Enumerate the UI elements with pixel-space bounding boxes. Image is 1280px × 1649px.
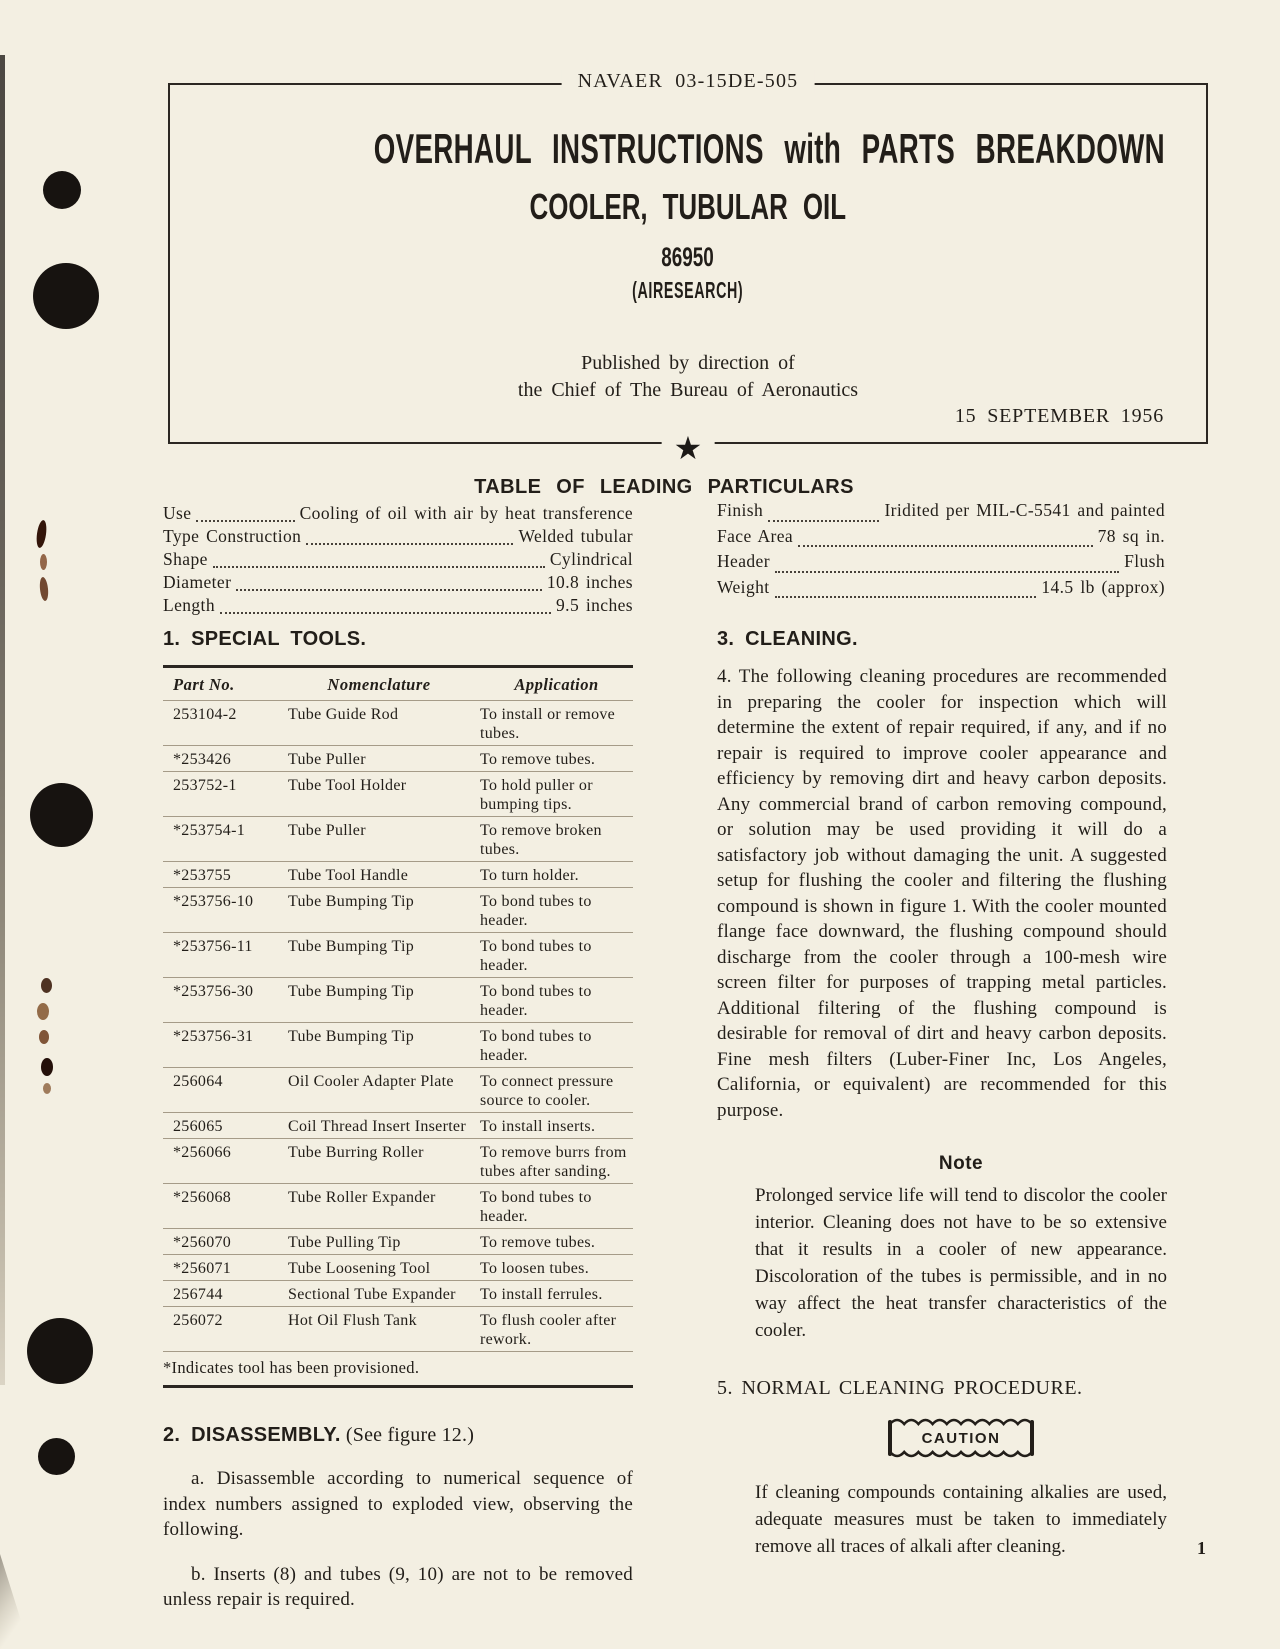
- cell-nomenclature: Tube Loosening Tool: [288, 1260, 431, 1277]
- particular-row: [717, 551, 1165, 577]
- column-header-part-no: Part No.: [173, 675, 235, 694]
- table-row: [163, 1113, 633, 1139]
- cell-part-no: *253756-30: [173, 983, 254, 1000]
- particulars-list-left: [163, 503, 633, 618]
- cell-nomenclature: Tube Guide Rod: [288, 706, 399, 723]
- ink-stain: [40, 554, 47, 570]
- cell-nomenclature: Coil Thread Insert Inserter: [288, 1118, 466, 1135]
- leader-dots: [768, 520, 879, 522]
- table-row: [163, 1184, 633, 1229]
- leader-dots: [775, 596, 1037, 598]
- leader-dots: [306, 543, 513, 545]
- leader-dots: [220, 612, 551, 614]
- cell-application: To bond tubes to header.: [480, 1028, 592, 1064]
- particular-value: Flush: [1124, 551, 1165, 571]
- binder-hole-mark: [43, 171, 81, 209]
- note-text: Prolonged service life will tend to discolor the cooler interior. Cleaning does not have to be so extensive that it results in a cooler of new appearance. Discoloration of the tubes is permissible, and in no way affect the heat transfer characteristics of the cooler.: [755, 1185, 1167, 1341]
- particular-value: Cooling of oil with air by heat transference: [299, 503, 633, 523]
- table-row: [163, 1068, 633, 1113]
- particular-value: 78 sq in.: [1097, 525, 1165, 546]
- section-heading-cleaning: 3. CLEANING.: [717, 628, 858, 650]
- cell-part-no: *256071: [173, 1260, 232, 1277]
- publication-date: 15 SEPTEMBER 1956: [954, 405, 1164, 427]
- binder-hole-mark: [33, 263, 99, 329]
- particular-label: Shape: [163, 549, 208, 569]
- table-row: [163, 1281, 633, 1307]
- caution-box: [885, 1415, 1037, 1461]
- cell-part-no: *253426: [173, 751, 232, 768]
- publisher-line: the Chief of The Bureau of Aeronautics: [517, 379, 859, 401]
- table-row: [163, 1139, 633, 1184]
- table-row: [163, 862, 633, 888]
- document-number: NAVAER 03-15DE-505: [562, 70, 815, 93]
- page-number: 1: [1197, 1538, 1206, 1558]
- cell-application: To remove broken tubes.: [480, 822, 602, 858]
- cell-nomenclature: Hot Oil Flush Tank: [288, 1312, 417, 1329]
- cell-part-no: 256744: [173, 1286, 223, 1303]
- particular-value: 14.5 lb (approx): [1041, 576, 1165, 597]
- cell-application: To remove tubes.: [480, 1234, 596, 1251]
- particular-label: Finish: [717, 500, 764, 520]
- leader-dots: [798, 545, 1093, 547]
- ink-stain: [35, 520, 48, 549]
- cell-part-no: 253104-2: [173, 706, 237, 723]
- cell-nomenclature: Tube Puller: [288, 751, 366, 768]
- table-row: [163, 1229, 633, 1255]
- particulars-title: TABLE OF LEADING PARTICULARS: [474, 476, 854, 498]
- publisher-statement: [170, 350, 1206, 404]
- cell-nomenclature: Tube Tool Handle: [288, 867, 409, 884]
- manufacturer: (AIRESEARCH): [632, 277, 744, 303]
- disassembly-para-a: a. Disassemble according to numerical sequence of index numbers assigned to exploded view, observing the following.: [163, 1468, 633, 1540]
- ink-stain: [41, 1058, 53, 1076]
- binder-hole-mark: [38, 1438, 75, 1475]
- caution-text: If cleaning compounds containing alkalies are used, adequate measures must be taken to immediately remove all traces of alkali after cleaning.: [755, 1482, 1167, 1557]
- cell-application: To bond tubes to header.: [480, 1189, 592, 1225]
- column-header-application: Application: [514, 675, 599, 694]
- ink-stain: [39, 577, 49, 602]
- leader-dots: [196, 520, 294, 522]
- caution-label: CAUTION: [921, 1429, 1001, 1447]
- cell-application: To install inserts.: [480, 1118, 596, 1135]
- cell-part-no: 256065: [173, 1118, 223, 1135]
- cell-part-no: *253756-10: [173, 893, 254, 910]
- document-title: OVERHAUL INSTRUCTIONS with PARTS BREAKDOWN: [373, 125, 1165, 172]
- table-footnote: *Indicates tool has been provisioned.: [163, 1358, 420, 1377]
- cell-application: To bond tubes to header.: [480, 983, 592, 1019]
- page-curl-shadow: [0, 1554, 30, 1649]
- binder-hole-mark: [30, 783, 93, 847]
- cell-application: To flush cooler after rework.: [480, 1312, 617, 1348]
- particular-row: [163, 549, 633, 572]
- caution-box-wrap: [755, 1415, 1167, 1466]
- section-heading-disassembly: 2. DISASSEMBLY. (See figure 12.): [163, 1424, 475, 1446]
- cell-application: To turn holder.: [480, 867, 579, 884]
- particular-row: [717, 500, 1165, 526]
- table-row: [163, 746, 633, 772]
- table-body: [163, 701, 633, 1352]
- cell-application: To install ferrules.: [480, 1286, 603, 1303]
- particular-label: Weight: [717, 576, 770, 597]
- table-row: [163, 1255, 633, 1281]
- particular-label: Use: [163, 503, 192, 523]
- particular-row: [163, 526, 633, 549]
- particular-label: Length: [163, 595, 215, 615]
- cell-application: To remove tubes.: [480, 751, 596, 768]
- publisher-line: Published by direction of: [581, 352, 795, 374]
- cell-part-no: *253754-1: [173, 822, 246, 839]
- table-row: [163, 1307, 633, 1352]
- special-tools-table: [163, 665, 633, 1388]
- ink-stain: [37, 1003, 49, 1020]
- cell-application: To loosen tubes.: [480, 1260, 590, 1277]
- leader-dots: [775, 571, 1119, 573]
- particular-row: [163, 503, 633, 526]
- note-heading: Note: [938, 1153, 984, 1174]
- table-row: [163, 772, 633, 817]
- binder-hole-mark: [27, 1318, 93, 1384]
- cell-nomenclature: Tube Bumping Tip: [288, 1028, 415, 1045]
- disassembly-para-b: b. Inserts (8) and tubes (9, 10) are not to be removed unless repair is required.: [163, 1563, 633, 1610]
- particulars-list-right: [717, 500, 1165, 602]
- table-row: [163, 888, 633, 933]
- document-subtitle: COOLER, TUBULAR OIL: [529, 186, 847, 227]
- cell-application: To bond tubes to header.: [480, 893, 592, 929]
- leader-dots: [236, 589, 542, 591]
- cell-part-no: 253752-1: [173, 777, 237, 794]
- table-row: [163, 933, 633, 978]
- ink-stain: [41, 978, 52, 993]
- particular-label: Type Construction: [163, 526, 302, 546]
- cell-nomenclature: Tube Bumping Tip: [288, 938, 415, 955]
- cell-part-no: *256068: [173, 1189, 232, 1206]
- part-number: 86950: [661, 242, 715, 272]
- cell-application: To install or remove tubes.: [480, 706, 616, 742]
- column-header-nomenclature: Nomenclature: [327, 675, 431, 694]
- cell-nomenclature: Tube Burring Roller: [288, 1144, 424, 1161]
- particular-row: [163, 572, 633, 595]
- ink-stain: [43, 1083, 51, 1094]
- particular-value: Welded tubular: [518, 526, 633, 546]
- cell-application: To remove burrs from tubes after sanding.: [480, 1144, 627, 1180]
- cell-nomenclature: Tube Roller Expander: [288, 1189, 436, 1206]
- particular-value: Iridited per MIL-C-5541 and painted: [884, 500, 1165, 520]
- particular-label: Face Area: [717, 525, 794, 546]
- table-row: [163, 1023, 633, 1068]
- cell-nomenclature: Tube Pulling Tip: [288, 1234, 401, 1251]
- section-heading-special-tools: 1. SPECIAL TOOLS.: [163, 628, 367, 650]
- cell-part-no: *253755: [173, 867, 232, 884]
- table-row: [163, 701, 633, 746]
- particular-label: Diameter: [163, 572, 232, 592]
- cell-part-no: *253756-11: [173, 938, 253, 955]
- particular-row: [163, 595, 633, 618]
- cell-nomenclature: Tube Bumping Tip: [288, 893, 415, 910]
- star-icon: ★: [662, 432, 715, 464]
- particular-row: [717, 577, 1165, 603]
- left-column: [163, 628, 633, 1613]
- cell-nomenclature: Oil Cooler Adapter Plate: [288, 1073, 454, 1090]
- particular-value: 10.8 inches: [546, 572, 633, 592]
- cell-nomenclature: Tube Tool Holder: [288, 777, 407, 794]
- cell-nomenclature: Tube Puller: [288, 822, 366, 839]
- scan-edge-shadow: [0, 55, 5, 1385]
- ink-stain: [39, 1030, 49, 1044]
- particular-row: [717, 526, 1165, 552]
- particular-value: Cylindrical: [549, 549, 633, 569]
- cell-part-no: *256066: [173, 1144, 232, 1161]
- cell-nomenclature: Tube Bumping Tip: [288, 983, 415, 1000]
- title-block-box: [168, 70, 1208, 466]
- cell-part-no: 256064: [173, 1073, 223, 1090]
- table-row: [163, 978, 633, 1023]
- particular-value: 9.5 inches: [556, 595, 633, 615]
- cell-nomenclature: Sectional Tube Expander: [288, 1286, 456, 1303]
- cell-application: To hold puller or bumping tips.: [480, 777, 593, 813]
- cell-part-no: *256070: [173, 1234, 232, 1251]
- right-column: [717, 628, 1167, 1560]
- leader-dots: [213, 566, 545, 568]
- table-row: [163, 817, 633, 862]
- particular-label: Header: [717, 551, 770, 571]
- cell-application: To connect pressure source to cooler.: [480, 1073, 614, 1109]
- table-header-row: [163, 668, 633, 701]
- cell-part-no: 256072: [173, 1312, 223, 1329]
- cell-application: To bond tubes to header.: [480, 938, 592, 974]
- section-heading-normal-cleaning: 5. NORMAL CLEANING PROCEDURE.: [717, 1377, 1083, 1399]
- cell-part-no: *253756-31: [173, 1028, 254, 1045]
- cleaning-paragraph: 4. The following cleaning procedures are recommended in preparing the cooler for inspection which will determine the extent of repair required, if any, and if no repair is required to improve cooler appearance and efficiency by removing dirt and heavy carbon deposits. Any commercial brand of carbon removing compound, or solution may be used providing it will do a satisfactory job without damaging the unit. A suggested setup for flushing the cooler and filtering the flushing compound is shown in figure 1. With the cooler mounted flange face downward, the flushing compound should discharge from the cooler through a 100-mesh wire screen filter for purposes of trapping metal particles. Additional filtering of the flushing compound is desirable for removal of dirt and heavy carbon deposits. Fine mesh filters (Luber-Finer Inc, Los Angeles, California, or equivalent) are recommended for this purpose.: [717, 666, 1167, 1121]
